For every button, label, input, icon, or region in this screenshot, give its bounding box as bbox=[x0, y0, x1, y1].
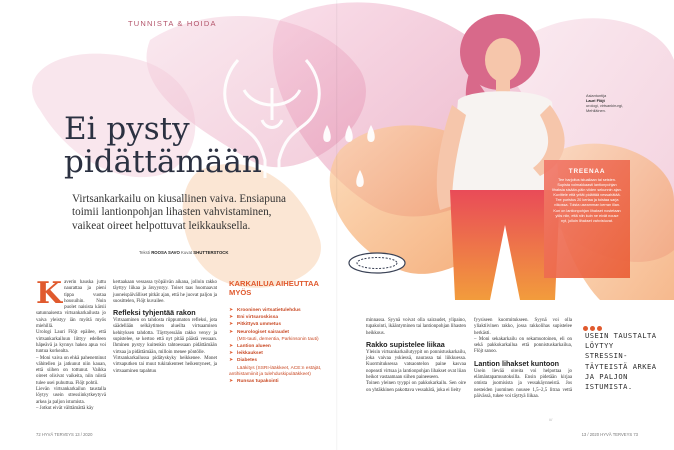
sidebar-box-item bbox=[229, 337, 327, 343]
expert-caption bbox=[586, 93, 636, 113]
article-paragraph: fyysiseen kuormitukseen. Syynä voi olla yliaktiivinen rakko, jossa rakkolihas supistelee herkästi. bbox=[474, 318, 572, 336]
article-paragraph: – Moni sekakarkailu on sekamuotoinen, eli on sekä pakkokarkailua että ponnistuskarkailua, Flöjt sanoo. bbox=[474, 336, 572, 355]
arrow-icon: ➤ bbox=[229, 351, 234, 357]
article-paragraph: averin hauska juttu naurattaa ja pieni tippa vuotaa housuihin. Noin puolet naisista kärsii satunnaisesta virtsankarkailusta jo vaiva yleistyy iän myötä myös miehillä. bbox=[36, 280, 106, 330]
credits-photo-label: Kuvat bbox=[181, 250, 193, 255]
article-paragraph: Yleisin virtsankarkailutyypit on ponnistuskarkailu, joka vaivaa yskiessä, naurassa tai liikkuessa. Kuormituksessa vatsaontelon paine kasvaa nopeasti virtsaa ja lantionpohjan lihakset ovat liian heikot vastaamaan siihen paineeseen. bbox=[366, 349, 466, 381]
footer-right: 13 / 2020 HYVÄ TERVEYS 73 bbox=[581, 432, 638, 437]
sidebar-box-item bbox=[229, 308, 327, 314]
arrow-icon: ➤ bbox=[229, 343, 234, 349]
page-gutter bbox=[336, 0, 338, 450]
caption-line: Mehiläinen. bbox=[586, 108, 606, 113]
article-paragraph: Toinen yleinen tyyppi on pakkokarkailu. Sen oire on yhtäkkinen pakottava vessahätä, joka ei lieity bbox=[366, 381, 466, 393]
sidebar-box-item bbox=[229, 351, 327, 357]
article-paragraph: Virtsaaminen on tahdosta riippumaton refleksi, jota säädellään selkäytimen alueilta virtsaamisen kehityksen tahdotta. Täyttyessään rakko venyy ja supistelee, se kertoo että nyt pitää päästä vessaan. Ihminen pystyy kuitenkin tahtoessaan pidättämään virtsaa ja pidättämään, milloin menee pöntölle. bbox=[113, 318, 217, 355]
tip-title: TREENAA bbox=[568, 168, 606, 175]
lead-paragraph: Virtsankarkailu on kiusallinen vaiva. Ensiapuna toimii lantionpohjan lihasten vahvistaminen, vaikeat oireet helpottuvat leikkauksella. bbox=[72, 193, 287, 232]
article-paragraph: – Jotkut eivät välttämättä käy bbox=[36, 405, 94, 411]
credits-author: ROOSA SAVO bbox=[151, 250, 180, 255]
sidebar-box-item bbox=[229, 358, 327, 364]
caption-line: urologi, virtsankirurgi, bbox=[586, 103, 623, 108]
sidebar-box-item-label: (MS-tauti, dementia, Parkinsonin tauti) bbox=[237, 336, 319, 342]
article-subhead: Lantion lihakset kuntoon bbox=[474, 358, 560, 368]
sidebar-box-title: KARKAILUA AIHEUTTAA MYÖS bbox=[229, 279, 319, 297]
article-paragraph: Lievän virtsankarkailun taustalla löytyy usein stressiinkytkeytyvä arkea ja paljon istumista. bbox=[36, 387, 106, 405]
article-paragraph: Urologi Lauri Flöjt epäilee, että virtsankarkailuun liittyy edelleen häpeävä ja kynnys hakea apua voi tuntua korkealta. bbox=[36, 330, 106, 355]
credits-photographer: SHUTTERSTOCK bbox=[193, 250, 229, 255]
pad-illustration bbox=[349, 253, 405, 273]
section-tag: TUNNISTA & HOIDA bbox=[128, 19, 217, 28]
sidebar-box-item bbox=[229, 379, 327, 385]
arrow-icon: ➤ bbox=[229, 358, 234, 364]
arrow-icon: ➤ bbox=[229, 308, 234, 313]
arrow-icon: ➤ bbox=[229, 329, 234, 335]
sidebar-box-item bbox=[229, 366, 327, 378]
sidebar-box-list bbox=[229, 308, 327, 386]
article-paragraph: – Moni vaiva on ehkä paheneminut vähitellen ja jatkunut niin kauan, että siihen on tottunut. Vaikka oireet olisivat vaikeita, niin niistä tulee usei puhuttua. Flöjt pohtii. bbox=[36, 355, 106, 386]
sidebar-box-item bbox=[229, 315, 327, 321]
pull-quote: USEIN TAUSTALTA LÖYTYY STRESSIN-TÄYTEISTÄ ARKEA JA PALJON ISTUMISTA. bbox=[585, 331, 657, 392]
sidebar-box-item-label: Eni virtsaroskissa bbox=[237, 315, 279, 321]
sidebar-box-item-label: Krooninen virtsatietulehdus bbox=[237, 308, 301, 313]
article-subhead: Refleksi tyhjentää rakon bbox=[113, 308, 196, 318]
arrow-icon: ➤ bbox=[229, 378, 234, 384]
article-column-4 bbox=[474, 318, 572, 400]
credits-text-label: Teksti bbox=[139, 250, 150, 255]
article-paragraph: Virtsankarkailussa pidätyskyky heikkenee. Monet virtsaputken tai muut tukirakenteet heikentyneet, ja virtsaaminen tapahtuu bbox=[113, 355, 217, 374]
headline-line: pidättämään bbox=[64, 144, 262, 180]
article-column-2 bbox=[113, 280, 217, 375]
sidebar-box-item-label: Pitkittyvä ummetus bbox=[237, 322, 281, 328]
credits-line bbox=[139, 250, 229, 255]
sidebar-box-item-label: Diabetes bbox=[237, 358, 257, 364]
article-column-3 bbox=[366, 318, 466, 394]
article-subhead: Rakko supistelee liikaa bbox=[366, 339, 445, 349]
sidebar-box-item-label: Lantion alueen bbox=[237, 343, 271, 349]
caption-line: Asiantuntija bbox=[586, 93, 607, 98]
headline bbox=[64, 113, 262, 179]
sidebar-box-item bbox=[229, 330, 327, 336]
arrow-icon: ➤ bbox=[229, 315, 234, 321]
article-paragraph: minnassa. Syynä voivat olla sairaudet, ylipaino, tupakointi, ikääntyminen tai lantionpohjan lihasten heikkous. bbox=[366, 318, 466, 336]
article-paragraph: kertaakaan vessassa työpäivän aikana, jolloin rakko täyttyy liikaa ja ärsyyntyy. Toiset taas huomaavat juoneispäivälliset pitkät ajan, että he juovat paljon ja suosittelen, Flöjt kuvailee. bbox=[113, 280, 217, 304]
drop-cap: K bbox=[36, 276, 63, 311]
sidebar-box-item-label: Neurologiset sairaudet bbox=[237, 329, 289, 335]
footer-left: 72 HYVÄ TERVEYS 13 / 2020 bbox=[36, 432, 93, 437]
article-column-1 bbox=[36, 276, 106, 412]
sidebar-box-item-label: Runsas tupakointi bbox=[237, 378, 279, 384]
arrow-icon: ➤ bbox=[229, 322, 234, 328]
article-paragraph: Usein lievää oireita voi helpottaa jo elämäntapamuutoksilla. Ensin pidetään kirjaa omista juomisista ja vessakäynneistä. Jos nesteiden juominen nousee 1,5–2,5 litraa vettä päivässä, tukee voi täyttyä liikaa. bbox=[474, 368, 572, 399]
caption-name: Lauri Flöjt bbox=[586, 98, 605, 103]
sidebar-box-item bbox=[229, 344, 327, 350]
sidebar-box-item-label: Lääkitys (SSRI-lääkkeet, ACE:n estäjät, antihistamiinit ja tulehduskipulääkkeet) bbox=[229, 365, 322, 377]
tip-body: Tee harjoitus istuallaan tai seisten. Supista voimakkaasti lantionpohjan lihaksia sisään-päin viiden sekunnin ajan. Kuvittele että yrität pidättää vessahätää. Tee puristus 20 kertaa ja toistaa sarja viikossa. Toista useamman kerran illan. Kun on lantionpohjan lihakset nostetaan ylös niin, että niin kuin ne eivät nouse nyt, jolloin lihakset vahvistuvat. bbox=[552, 178, 622, 223]
sidebar-box-item bbox=[229, 322, 327, 328]
headline-line: Ei pysty bbox=[64, 111, 190, 147]
end-mark: /// bbox=[549, 417, 553, 422]
sidebar-box-item-label: leikkaukset bbox=[237, 351, 263, 357]
tip-box bbox=[552, 168, 622, 224]
